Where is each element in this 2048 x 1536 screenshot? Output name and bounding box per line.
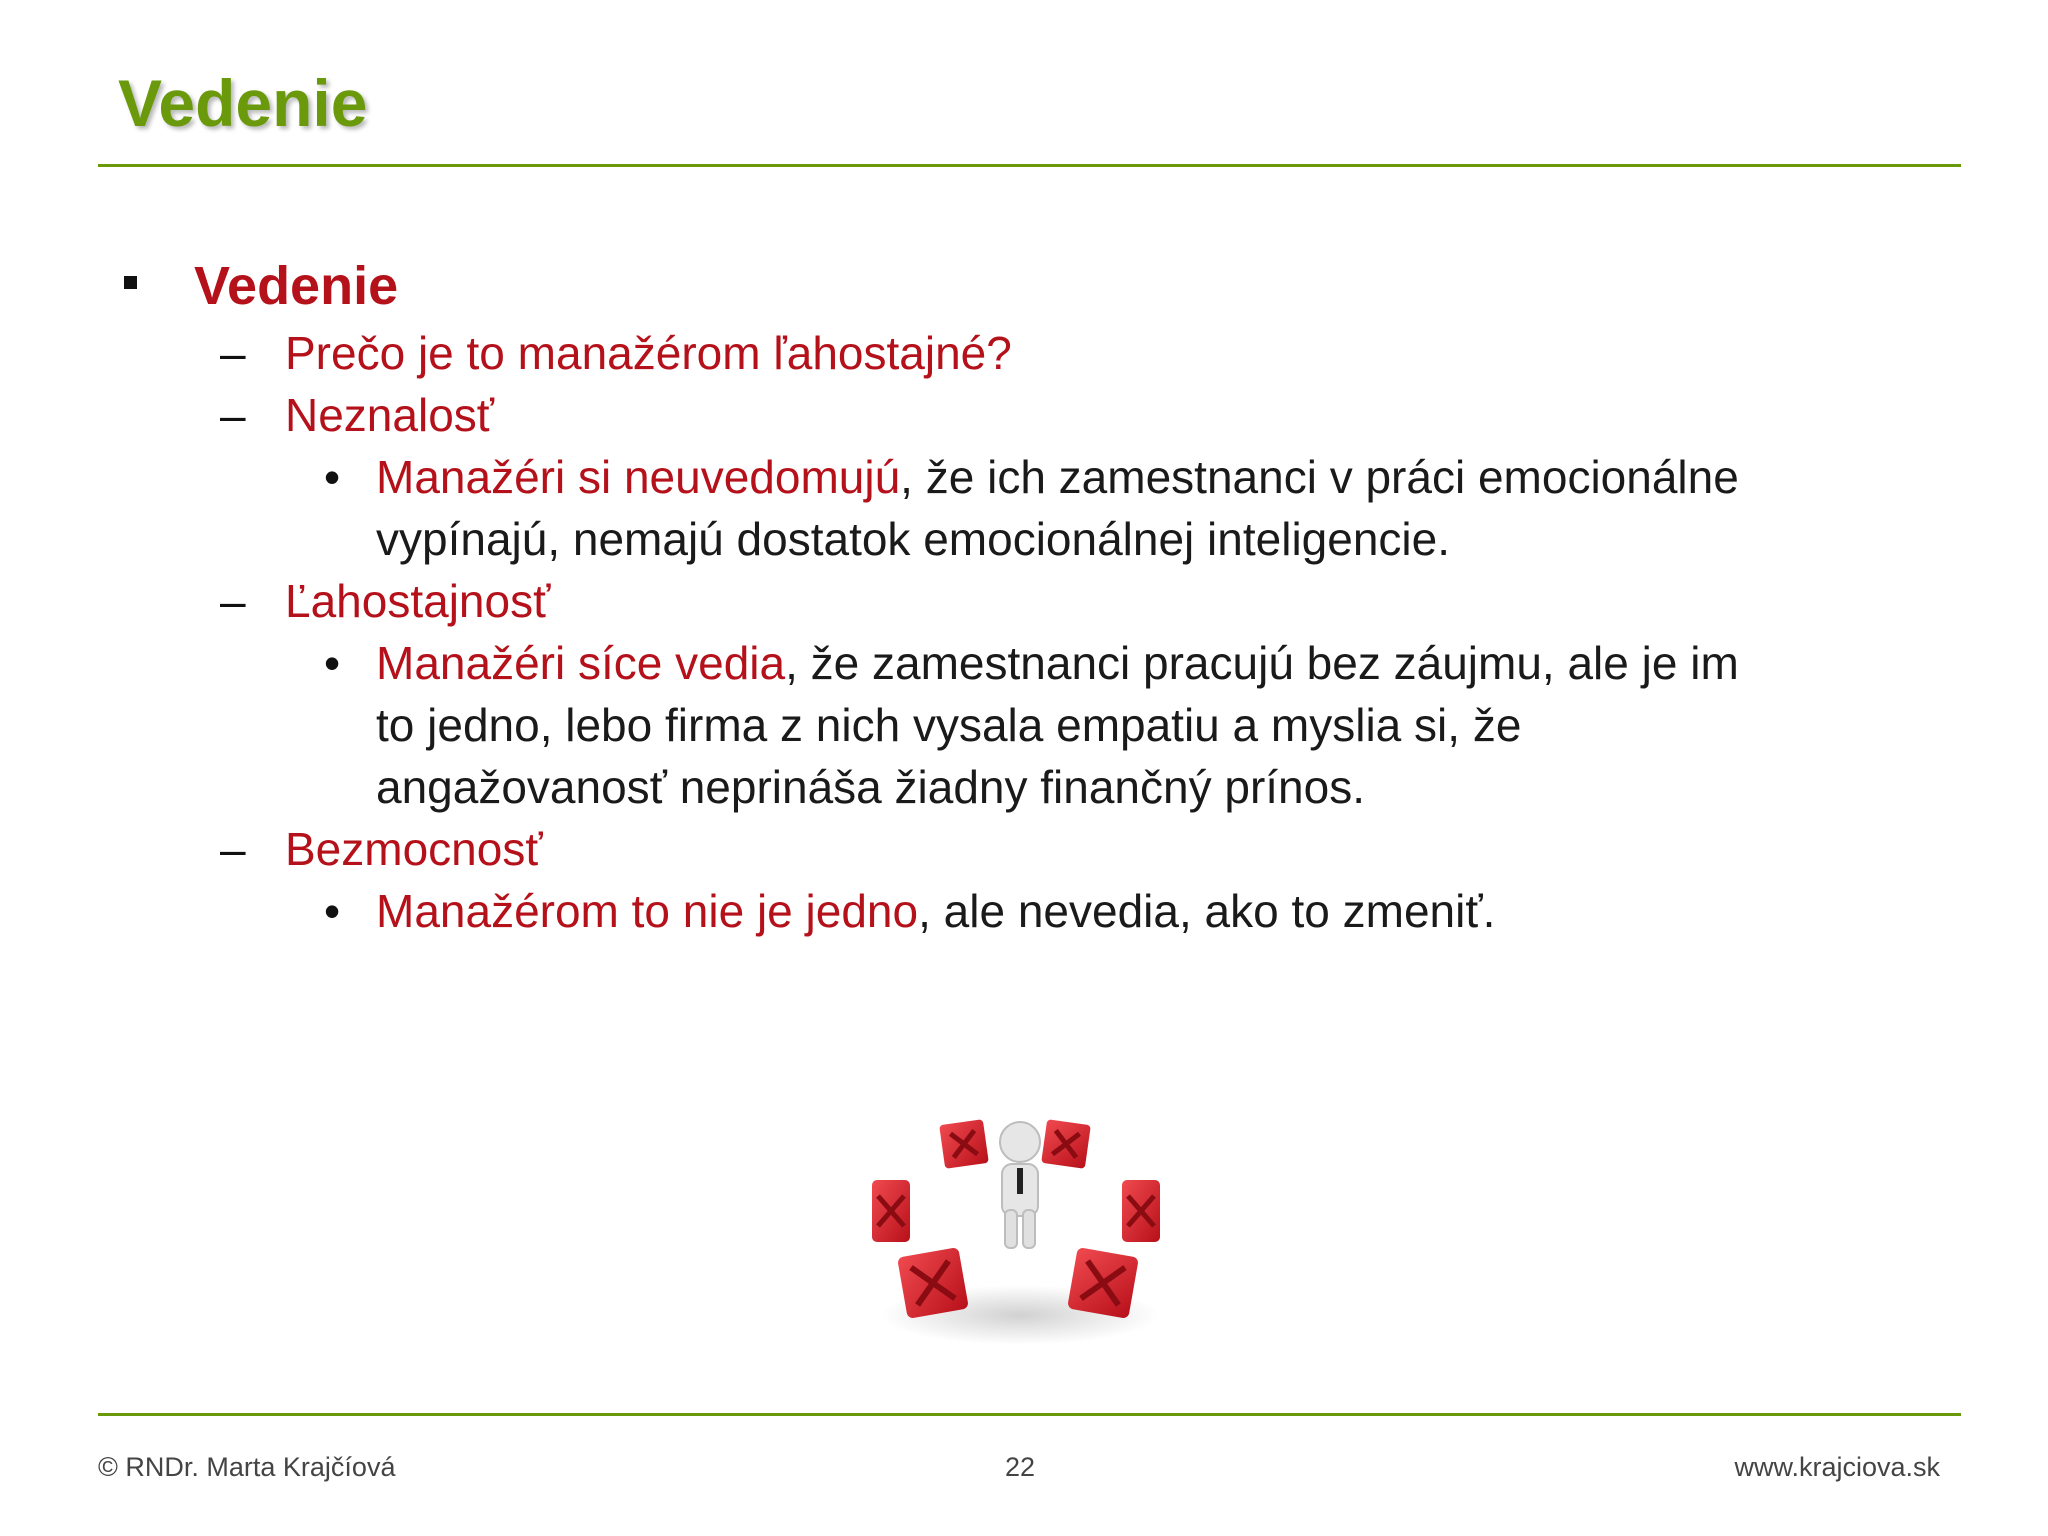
red-x-box-icon [1122,1180,1160,1242]
detail-emphasis: Manažérom to nie je jedno [376,885,919,937]
red-x-box-icon [1067,1247,1139,1319]
detail-text: to jedno, lebo firma z nich vysala empatiu a myslia si, že [376,699,1522,751]
red-x-box-icon [1041,1119,1091,1169]
page-number: 22 [1005,1452,1036,1482]
footer-website: www.krajciova.sk [1734,1452,1940,1482]
dot-bullet-icon: • [324,885,341,937]
detail-text: , že zamestnanci pracujú bez záujmu, ale je im [785,637,1739,689]
sub-item-text: Neznalosť [285,389,495,441]
detail-emphasis: Manažéri si neuvedomujú [376,451,901,503]
sub-item-text: Prečo je to manažérom ľahostajné? [285,327,1012,379]
detail-line [376,451,1739,503]
red-x-box-icon [897,1247,969,1319]
footer-author: © RNDr. Marta Krajčíová [98,1452,396,1482]
title-divider [98,164,1961,167]
dash-marker: – [220,327,246,379]
slide-title: Vedenie [118,66,368,140]
dot-bullet-icon: • [324,637,341,689]
dash-marker: – [220,823,246,875]
dot-bullet-icon: • [324,451,341,503]
detail-emphasis: Manažéri síce vedia [376,637,786,689]
detail-text: , ale nevedia, ako to zmeniť. [918,885,1496,937]
red-x-box-icon [872,1180,910,1242]
main-bullet-text: Vedenie [194,256,399,316]
sub-item-text: Bezmocnosť [285,823,543,875]
square-bullet-icon [124,276,137,289]
detail-text: , že ich zamestnanci v práci emocionálne [900,451,1739,503]
footer-divider [98,1413,1961,1416]
red-x-box-icon [939,1119,989,1169]
person-figure-icon [1000,1122,1040,1248]
dash-marker: – [220,575,246,627]
sub-item-text: Ľahostajnosť [285,575,551,627]
dash-marker: – [220,389,246,441]
detail-line [376,885,1496,937]
detail-text: angažovanosť neprináša žiadny finančný prínos. [376,761,1365,813]
detail-text: vypínajú, nemajú dostatok emocionálnej inteligencie. [376,513,1450,565]
person-surrounded-by-red-x-boxes-icon [860,1110,1180,1350]
detail-line [376,637,1739,689]
